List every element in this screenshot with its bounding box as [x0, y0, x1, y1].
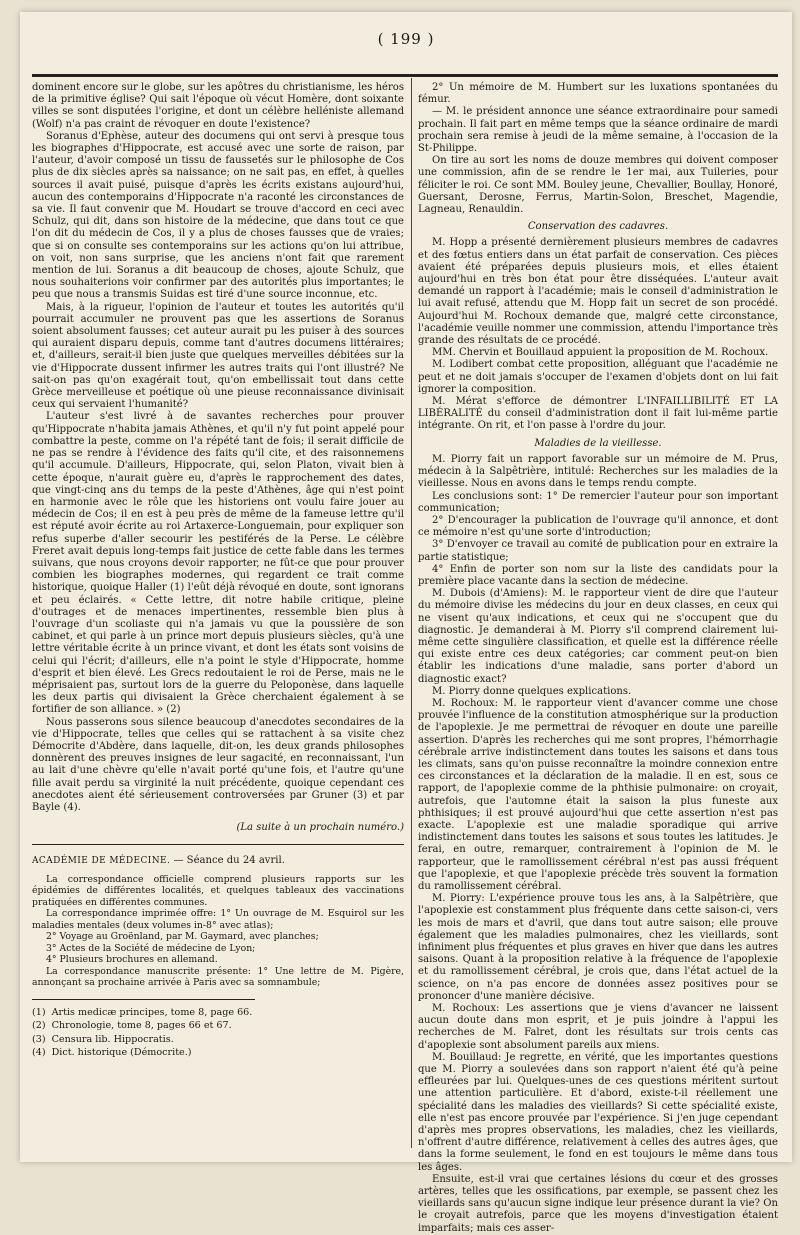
right-paragraph: Les conclusions sont: 1° De remercier l'auteur pour son important communication;	[418, 490, 778, 514]
right-paragraph: M. Piorry: L'expérience prouve tous les ans, à la Salpêtrière, que l'apoplexie est constamment plus fréquente dans cette saison-ci, vers les mois de mars et d'avril, que dans tout autre saison; elle prouve également que les maladies pulmonaires, chez les vieillards, sont infiniment plus fréquentes et plus graves en hiver que dans les autres saisons. Quant à la proposition relative à la fréquence de l'apoplexie et du ramollissement cérébral, je crois que, dans l'état actuel de la science, on n'a pas encore de données assez positives pour se prononcer d'une manière décisive.	[418, 893, 778, 1002]
right-paragraph: Ensuite, est-il vrai que certaines lésions du cœur et des grosses artères, telles que les ossifications, par exemple, se passent chez les vieillards sans qu'aucun signe indique leur présence durant la vie? On le croyait autrefois, parce que les moyens d'investigation étaient imparfaits; mais ces asser-	[418, 1173, 778, 1234]
footnote	[32, 1019, 404, 1033]
session-paragraph: La correspondance manuscrite présente: 1° Une lettre de M. Pigère, annonçant sa prochaine arrivée à Paris avec sa somnambule;	[32, 965, 404, 989]
session-date: — Séance du 24 avril.	[170, 855, 285, 867]
newspaper-page	[20, 12, 792, 1234]
session-heading	[32, 855, 404, 867]
session-label: ACADÉMIE DE MÉDECINE.	[32, 856, 171, 867]
footnote-ref: (3)	[32, 1033, 46, 1045]
footnote-text: Chronologie, tome 8, pages 66 et 67.	[51, 1020, 232, 1032]
right-paragraph: M. Mérat s'efforce de démontrer L'INFAILLIBILITÉ ET LA LIBÉRALITÉ du conseil d'administration dont il fait lui-même partie intégrante. On rit, et l'on passe à l'ordre du jour.	[418, 396, 778, 432]
session-paragraph: La correspondance officielle comprend plusieurs rapports sur les épidémies de différentes localités, et quelques tableaux des vaccinations pratiquées en différentes communes.	[32, 873, 404, 908]
footnote-ref: (1)	[32, 1006, 46, 1018]
footnote	[32, 1006, 404, 1020]
right-paragraph: M. Dubois (d'Amiens): M. le rapporteur vient de dire que l'auteur du mémoire divise les médecins du jour en deux classes, en ceux qui ne visent qu'aux indications, et ceux qui ne s'occupent que du diagnostic. Je demanderai à M. Piorry s'il comprend clairement lui-même cette singulière classification, et quelle est la différence réelle qui existe entre ces deux catégories; car comment peut-on bien établir les indications d'une maladie, sans porter d'abord un diagnostic exact?	[418, 588, 778, 685]
left-paragraph: L'auteur s'est livré à de savantes recherches pour prouver qu'Hippocrate n'habita jamais Athènes, et qu'il n'y fut point appelé pour combattre la peste, comme on l'a répété tant de fois; il serait difficile de ne pas se rendre à l'évidence des faits qu'il cite, et des raisonnemens qu'il accumule. D'ailleurs, Hippocrate, qui, selon Platon, vivait bien à cette époque, n'aurait guère eu, d'après le rapprochement des dates, que vingt-cinq ans du temps de la peste d'Athènes, âge qui n'est point en harmonie avec le rôle que les historiens ont voulu faire jouer au médecin de Cos; il en est à peu près de même de la fameuse lettre qu'il est réputé avoir écrite au roi Artaxerce-Longuemain, pour expliquer son refus superbe d'aller secourir les pestiférés de la Perse. Le célèbre Freret avait depuis long-temps fait justice de cette fable dans les termes suivans, que nous croyons devoir rapporter, ne fût-ce que pour prouver combien les biographes modernes, qui regardent ce trait comme historique, quoique Haller (1) l'eût déjà révoqué en doute, sont ignorans et peu éclairés. « Cette lettre, dit notre habile critique, pleine d'outrages et de menaces impertinentes, ressemble bien plus à l'ouvrage d'un scoliaste qui n'a jamais vu que la poussière de son cabinet, et qui parle à un prince mort depuis plusieurs siècles, qu'à une lettre véritable écrite à un prince vivant, et dont les états sont voisins de celui qui l'écrit; d'ailleurs, elle n'a point le style d'Hippocrate, homme d'esprit et bien élevé. Les Grecs redoutaient le roi de Perse, mais ne le méprisaient pas, surtout lors de la guerre du Peloponèse, dans laquelle les deux partis qui divisaient la Grèce cherchaient également à se fortifier de son alliance. » (2)	[32, 411, 404, 716]
footnote	[32, 1033, 404, 1047]
footnote-text: Artis medicæ principes, tome 8, page 66.	[51, 1006, 253, 1018]
right-paragraph: 2° Un mémoire de M. Humbert sur les luxations spontanées du fémur.	[418, 82, 778, 106]
footnote	[32, 1046, 404, 1060]
right-paragraph: MM. Chervin et Bouillaud appuient la proposition de M. Rochoux.	[432, 347, 769, 359]
subheading-vieillesse: Maladies de la vieillesse.	[534, 437, 662, 449]
right-paragraph: M. Lodibert combat cette proposition, alléguant que l'académie ne peut et ne doit jamais s'occuper de l'examen d'objets dont on lui fait ignorer la composition.	[418, 359, 778, 395]
footnote-ref: (2)	[32, 1020, 46, 1032]
section-rule	[32, 844, 404, 845]
right-paragraph: M. Rochoux: M. le rapporteur vient d'avancer comme une chose prouvée l'influence de la constitution atmosphérique sur la production de l'apoplexie. Je me permettrai de révoquer en doute une pareille assertion. D'après les recherches qui me sont propres, l'hémorrhagie cérébrale arrive indistinctement dans toutes les saisons et dans tous les climats, sans qu'on puisse reconnaître la moindre connexion entre ces circonstances et la déclaration de la maladie. Il en est, sous ce rapport, de l'apoplexie comme de la phthisie pulmonaire: on croyait, autrefois, que l'automne était la saison la plus funeste aux phthisiques; il est prouvé aujourd'hui que cette assertion n'est pas exacte. L'apoplexie est une maladie sporadique qui arrive indistinctement dans toutes les saisons et sous toutes les latitudes. Je ferai, en outre, remarquer, contrairement à l'opinion de M. le rapporteur, que le ramollissement cérébral n'est pas aussi fréquent que l'apoplexie, et que l'apoplexie précède très souvent la formation du ramollissement cérébral.	[418, 697, 778, 892]
session-paragraph: 2° Voyage au Groënland, par M. Gaymard, avec planches;	[46, 931, 319, 943]
right-paragraph: M. Rochoux: Les assertions que je viens d'avancer ne laissent aucun doute dans mon esprit, et je puis joindre à l'appui les recherches de M. Falret, dont les résultats sur trois cents cas d'apoplexie sont absolument pareils aux miens.	[418, 1003, 778, 1051]
left-paragraph: Nous passerons sous silence beaucoup d'anecdotes secondaires de la vie d'Hippocrate, telles que celles qui se rattachent à sa visite chez Démocrite d'Abdère, dans laquelle, dit-on, les deux grands philosophes donnèrent des preuves insignes de leur sagacité, en reconnaissant, l'un au lait d'une chèvre qu'elle n'avait porté qu'une fois, et l'autre qu'une fille avait perdu sa virginité la nuit précédente, quoique cependant ces anecdotes aient été sérieusement controversées par Gruner (3) et par Bayle (4).	[32, 716, 404, 813]
footnote-text: Censura lib. Hippocratis.	[51, 1033, 174, 1045]
session-paragraph: La correspondance imprimée offre: 1° Un ouvrage de M. Esquirol sur les maladies mentales (deux volumes in-8° avec atlas);	[32, 908, 404, 931]
right-paragraph: 4° Enfin de porter son nom sur la liste des candidats pour la première place vacante dans la section de médecine.	[418, 563, 778, 587]
right-paragraph: M. Hopp a présenté dernièrement plusieurs membres de cadavres et des fœtus entiers dans un état parfait de conservation. Ces pièces avaient été préparées depuis plusieurs mois, et elles étaient aujourd'hui en très bon état pour être disséquées. L'auteur avait demandé un rapport à l'académie; mais le conseil d'administration le lui avait refusé, attendu que M. Hopp fait un secret de son procédé. Aujourd'hui M. Rochoux demande que, malgré cette circonstance, l'académie veuille nommer une commission, attendu l'importance très grande des résultats de ce procédé.	[418, 237, 778, 347]
right-paragraph: M. Bouillaud: Je regrette, en vérité, que les importantes questions que M. Piorry a soulevées dans son rapport n'aient été qu'à peine effleurées par lui. Quelques-unes de ces questions méritent surtout une attention particulière. Et d'abord, existe-t-il réellement une spécialité dans les maladies des vieillards? Si cette spécialité existe, elle n'est pas encore prouvée par l'expérience. Si j'en juge cependant d'après mes propres observations, les maladies, chez les vieillards, n'offrent d'autre différence, relativement à celles des autres âges, que dans la forme seulement, le fond en est toujours le même dans tous les âges.	[418, 1051, 778, 1173]
column-divider	[411, 78, 412, 1148]
left-paragraph: Mais, à la rigueur, l'opinion de l'auteur et toutes les autorités qu'il pourrait accumuler ne prouvent pas que les assertions de Soranus soient absolument fausses; cet auteur aurait pu les puiser à des sources qui auraient disparu depuis, comme tant d'autres documens littéraires; et, d'ailleurs, serait-il bien juste que quelques merveilles débitées sur la vie d'Hippocrate dussent infirmer les autres traits qui l'ont illustré? Ne sait-on pas qu'on exagérait tout, qu'on embellissait tout dans cette Grèce merveilleuse et poétique où une pieuse reconnaissance divinisait ceux qui servaient l'humanité?	[32, 301, 404, 411]
header-rule	[32, 74, 778, 77]
right-paragraph: 2° D'encourager la publication de l'ouvrage qu'il annonce, et dont ce mémoire n'est qu'une sorte d'introduction;	[418, 514, 778, 539]
page-number: ( 199 )	[377, 30, 435, 48]
footnote-rule	[32, 999, 255, 1000]
right-column	[418, 82, 778, 1234]
right-paragraph: 3° D'envoyer ce travail au comité de publication pour en extraire la partie statistique;	[418, 539, 778, 563]
subheading-conservation: Conservation des cadavres.	[527, 221, 669, 233]
footnote-text: Dict. historique (Démocrite.)	[51, 1047, 192, 1059]
right-paragraph: M. Piorry donne quelques explications.	[432, 685, 632, 697]
left-column	[32, 82, 404, 1148]
right-paragraph: On tire au sort les noms de douze membres qui doivent composer une commission, afin de se rendre le 1er mai, aux Tuileries, pour féliciter le roi. Ce sont MM. Bouley jeune, Chevallier, Boullay, Honoré, Guersant, Derosne, Ferrus, Martin-Solon, Breschet, Magendie, Lagneau, Renauldin.	[418, 155, 778, 216]
right-paragraph: — M. le président annonce une séance extraordinaire pour samedi prochain. Il fait part en même temps que la séance ordinaire de mardi prochain sera remise à jeudi de la même semaine, à l'occasion de la St-Philippe.	[418, 106, 778, 155]
session-paragraph: 3° Actes de la Société de médecine de Lyon;	[46, 942, 256, 954]
session-paragraph: 4° Plusieurs brochures en allemand.	[46, 954, 218, 966]
footnote-ref: (4)	[32, 1047, 46, 1059]
continuation-note: (La suite à un prochain numéro.)	[236, 822, 404, 834]
left-paragraph: Soranus d'Ephèse, auteur des documens qui ont servi à presque tous les biographes d'Hippocrate, est accusé avec une sorte de raison, par l'auteur, d'avoir composé un tissu de faussetés sur le philosophe de Cos plus de dix siècles après sa naissance; on ne sait pas, en effet, à quelles sources il avait puisé, puisque d'après les écrits existans aujourd'hui, aucun des contemporains d'Hippocrate n'a raconté les circonstances de sa vie. Il faut convenir que M. Houdart se trouve d'accord en ceci avec Schulz, qui dit, dans son histoire de la médecine, que dans tout ce que l'on dit du médecin de Cos, il y a plus de choses fausses que de vraies; que si on consulte ses contemporains sur les actions qu'on lui attribue, on voit, non sans surprise, que les anciens n'ont fait que rarement mention de lui. Soranus a dit beaucoup de choses, ajoute Schulz, que nous souhaiterions voir confirmer par des autorités plus importantes; le peu que nous a transmis Suidas est tiré d'une source inconnue, etc.	[32, 130, 404, 301]
right-paragraph: M. Piorry fait un rapport favorable sur un mémoire de M. Prus, médecin à la Salpêtrière, intitulé: Recherches sur les maladies de la vieillesse. Nous en avons dans le temps rendu compte.	[418, 453, 778, 490]
left-paragraph: dominent encore sur le globe, sur les apôtres du christianisme, les héros de la primitive église? Qui sait l'époque où vécut Homère, dont soixante villes se sont disputées l'origine, et dont un célèbre helléniste allemand (Wolf) n'a pas craint de révoquer en doute l'existence?	[32, 82, 404, 130]
